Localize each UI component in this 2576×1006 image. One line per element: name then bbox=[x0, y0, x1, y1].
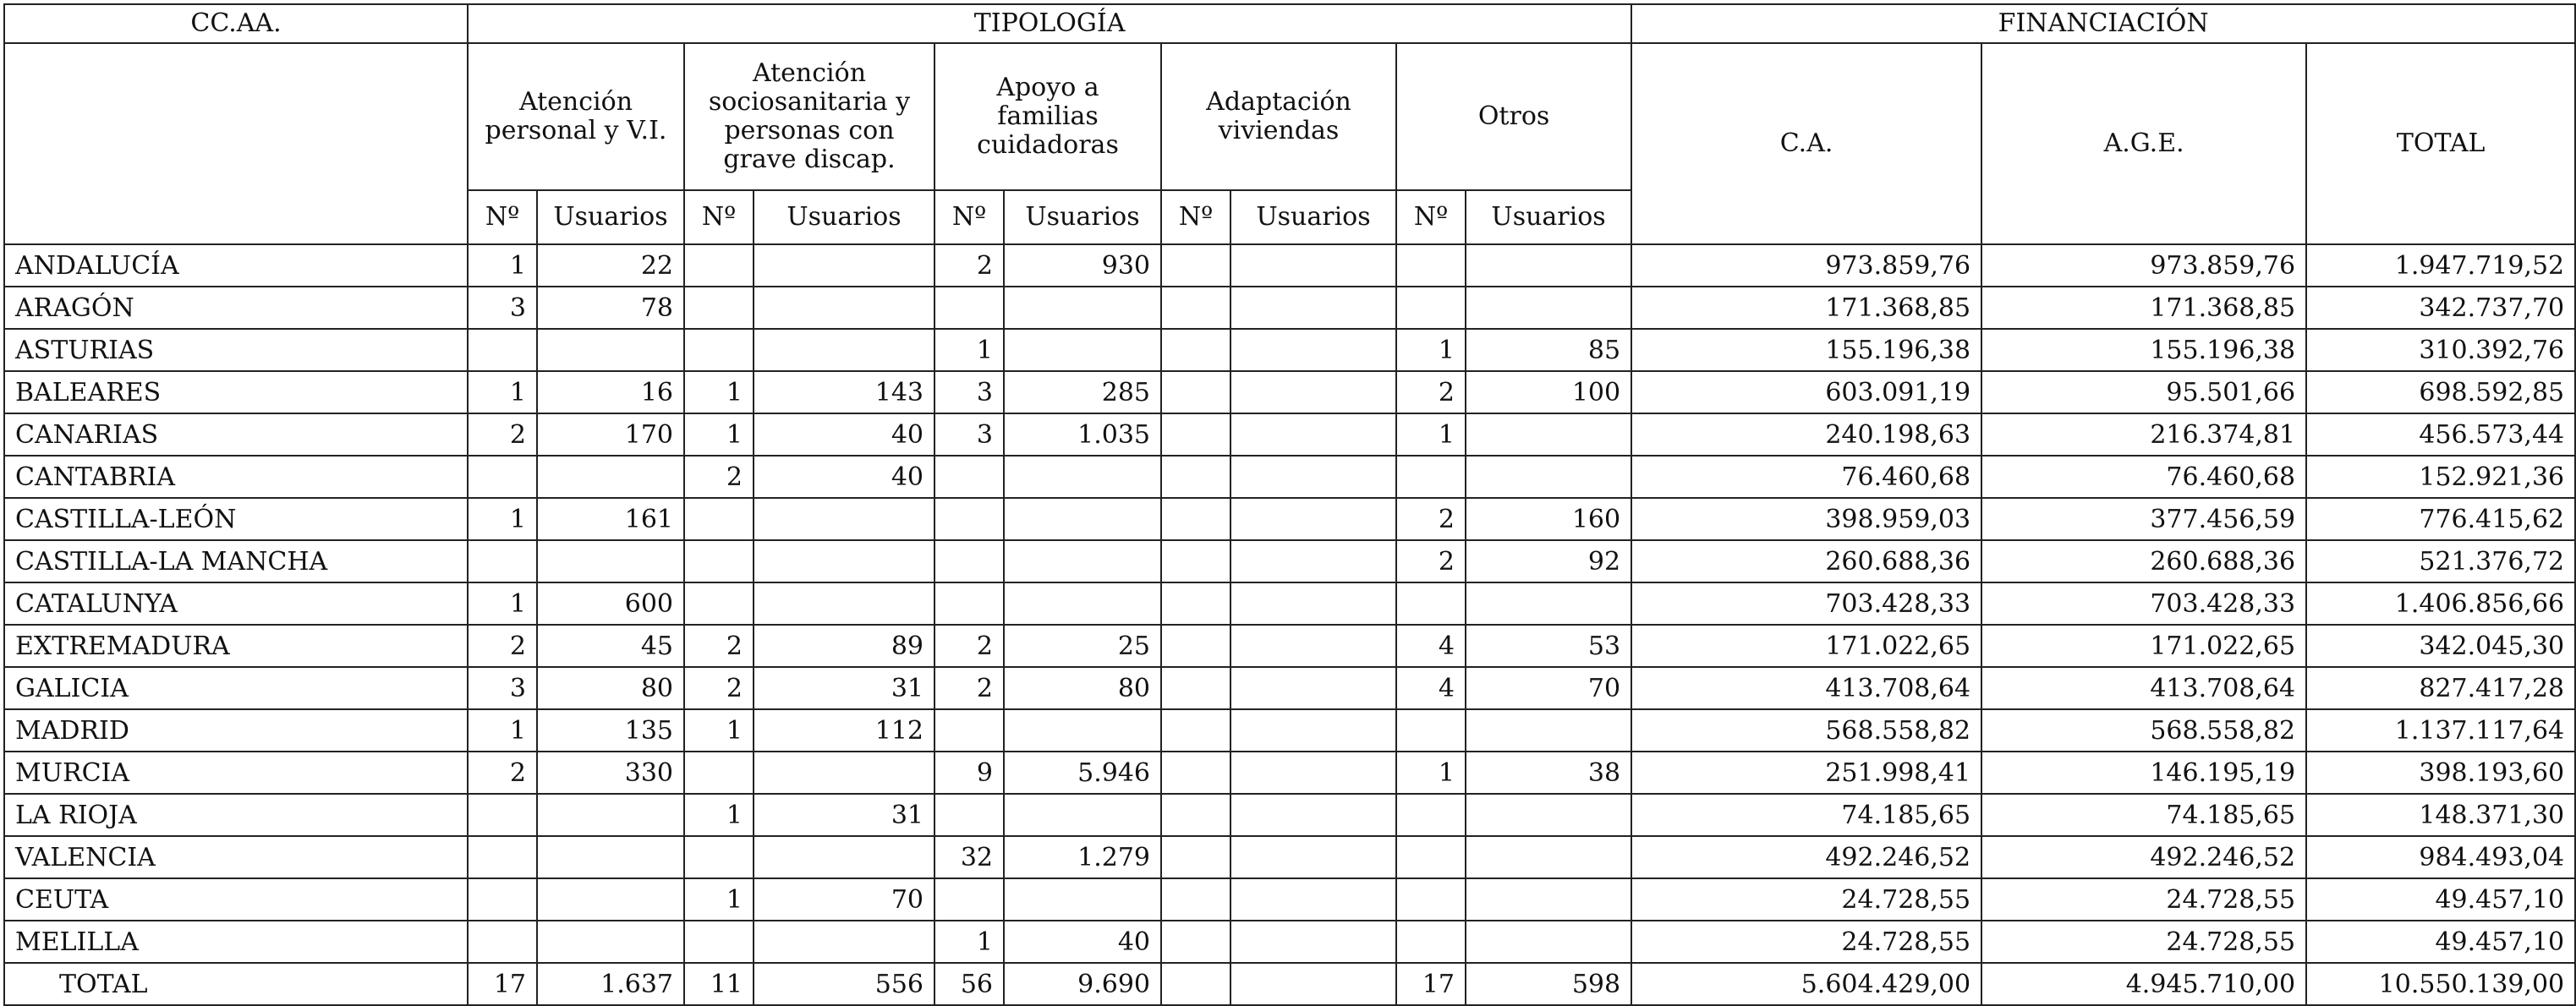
users-cell bbox=[754, 921, 934, 963]
users-header: Usuarios bbox=[754, 190, 934, 244]
count-cell: 1 bbox=[934, 921, 1004, 963]
total-label: TOTAL bbox=[4, 963, 468, 1005]
ca-amount-cell: 24.728,55 bbox=[1631, 878, 1981, 921]
users-cell bbox=[1230, 287, 1396, 329]
table-row bbox=[4, 921, 2575, 963]
count-cell bbox=[684, 836, 754, 878]
users-cell: 1.637 bbox=[537, 963, 684, 1005]
users-cell: 9.690 bbox=[1004, 963, 1161, 1005]
num-header: Nº bbox=[1161, 190, 1230, 244]
ca-amount-cell: 973.859,76 bbox=[1631, 244, 1981, 287]
ca-amount-cell: 703.428,33 bbox=[1631, 582, 1981, 625]
count-cell bbox=[1161, 371, 1230, 413]
users-cell: 53 bbox=[1466, 625, 1631, 667]
count-cell: 1 bbox=[684, 709, 754, 752]
users-cell bbox=[1230, 456, 1396, 498]
users-cell bbox=[754, 287, 934, 329]
count-cell: 2 bbox=[934, 625, 1004, 667]
count-cell bbox=[1396, 921, 1466, 963]
users-cell bbox=[1004, 540, 1161, 582]
financing-table bbox=[3, 3, 2576, 1006]
users-cell bbox=[754, 329, 934, 371]
users-cell: 22 bbox=[537, 244, 684, 287]
users-cell bbox=[1230, 582, 1396, 625]
table-row bbox=[4, 582, 2575, 625]
table-row bbox=[4, 244, 2575, 287]
region-header: CC.AA. bbox=[4, 4, 468, 43]
table-row bbox=[4, 371, 2575, 413]
category-header-atencion-personal: Atención personal y V.I. bbox=[468, 43, 684, 190]
region-name: GALICIA bbox=[4, 667, 468, 709]
count-cell bbox=[684, 582, 754, 625]
total-amount-cell: 49.457,10 bbox=[2306, 878, 2575, 921]
users-header: Usuarios bbox=[537, 190, 684, 244]
users-cell bbox=[1466, 456, 1631, 498]
count-cell bbox=[1161, 709, 1230, 752]
count-cell bbox=[468, 540, 537, 582]
users-cell bbox=[1004, 498, 1161, 540]
users-cell bbox=[1466, 878, 1631, 921]
region-name: LA RIOJA bbox=[4, 794, 468, 836]
region-name: CASTILLA-LEÓN bbox=[4, 498, 468, 540]
users-cell: 78 bbox=[537, 287, 684, 329]
users-cell: 89 bbox=[754, 625, 934, 667]
count-cell bbox=[1161, 794, 1230, 836]
count-cell bbox=[934, 456, 1004, 498]
count-cell bbox=[468, 836, 537, 878]
users-cell bbox=[1230, 329, 1396, 371]
users-cell bbox=[1466, 794, 1631, 836]
users-cell: 40 bbox=[754, 456, 934, 498]
count-cell bbox=[1161, 329, 1230, 371]
age-amount-cell: 703.428,33 bbox=[1981, 582, 2306, 625]
users-cell bbox=[1230, 836, 1396, 878]
count-cell: 1 bbox=[468, 498, 537, 540]
users-header: Usuarios bbox=[1230, 190, 1396, 244]
count-cell bbox=[1161, 878, 1230, 921]
region-name: MURCIA bbox=[4, 752, 468, 794]
fin-header-ca: C.A. bbox=[1631, 43, 1981, 244]
count-cell: 4 bbox=[1396, 667, 1466, 709]
count-cell bbox=[468, 329, 537, 371]
users-cell: 135 bbox=[537, 709, 684, 752]
region-name: ARAGÓN bbox=[4, 287, 468, 329]
users-header: Usuarios bbox=[1004, 190, 1161, 244]
ca-amount-cell: 568.558,82 bbox=[1631, 709, 1981, 752]
total-amount-cell: 1.406.856,66 bbox=[2306, 582, 2575, 625]
count-cell bbox=[1396, 709, 1466, 752]
count-cell: 9 bbox=[934, 752, 1004, 794]
ca-amount-cell: 171.368,85 bbox=[1631, 287, 1981, 329]
count-cell: 1 bbox=[468, 244, 537, 287]
total-amount-cell: 1.947.719,52 bbox=[2306, 244, 2575, 287]
count-cell: 2 bbox=[1396, 540, 1466, 582]
users-cell: 85 bbox=[1466, 329, 1631, 371]
users-cell bbox=[1230, 667, 1396, 709]
age-amount-cell: 24.728,55 bbox=[1981, 878, 2306, 921]
age-amount-cell: 24.728,55 bbox=[1981, 921, 2306, 963]
users-cell bbox=[1466, 287, 1631, 329]
region-header-blank bbox=[4, 43, 468, 244]
users-cell bbox=[1004, 329, 1161, 371]
count-cell bbox=[1396, 794, 1466, 836]
users-cell bbox=[754, 582, 934, 625]
region-name: VALENCIA bbox=[4, 836, 468, 878]
count-cell: 3 bbox=[934, 371, 1004, 413]
region-name: MELILLA bbox=[4, 921, 468, 963]
count-cell bbox=[934, 878, 1004, 921]
users-cell bbox=[1230, 625, 1396, 667]
age-amount-cell: 76.460,68 bbox=[1981, 456, 2306, 498]
age-amount-cell: 95.501,66 bbox=[1981, 371, 2306, 413]
users-cell bbox=[1230, 921, 1396, 963]
table-row bbox=[4, 667, 2575, 709]
count-cell: 2 bbox=[684, 456, 754, 498]
table-row bbox=[4, 625, 2575, 667]
users-cell: 285 bbox=[1004, 371, 1161, 413]
region-name: BALEARES bbox=[4, 371, 468, 413]
count-cell bbox=[468, 456, 537, 498]
users-cell: 170 bbox=[537, 413, 684, 456]
table-row bbox=[4, 413, 2575, 456]
count-cell bbox=[934, 540, 1004, 582]
total-amount-cell: 984.493,04 bbox=[2306, 836, 2575, 878]
table-row bbox=[4, 709, 2575, 752]
count-cell: 1 bbox=[468, 582, 537, 625]
count-cell: 1 bbox=[684, 794, 754, 836]
count-cell: 2 bbox=[1396, 498, 1466, 540]
users-cell: 600 bbox=[537, 582, 684, 625]
region-name: EXTREMADURA bbox=[4, 625, 468, 667]
users-cell bbox=[1004, 794, 1161, 836]
count-cell bbox=[468, 794, 537, 836]
num-header: Nº bbox=[468, 190, 537, 244]
users-cell bbox=[1230, 540, 1396, 582]
age-amount-cell: 146.195,19 bbox=[1981, 752, 2306, 794]
count-cell: 2 bbox=[468, 625, 537, 667]
users-cell: 112 bbox=[754, 709, 934, 752]
users-cell: 1.035 bbox=[1004, 413, 1161, 456]
num-header: Nº bbox=[684, 190, 754, 244]
count-cell: 32 bbox=[934, 836, 1004, 878]
users-cell: 330 bbox=[537, 752, 684, 794]
count-cell bbox=[468, 878, 537, 921]
region-name: MADRID bbox=[4, 709, 468, 752]
count-cell: 1 bbox=[684, 878, 754, 921]
users-cell bbox=[1230, 709, 1396, 752]
users-cell bbox=[537, 921, 684, 963]
total-amount-cell: 310.392,76 bbox=[2306, 329, 2575, 371]
region-name: CATALUNYA bbox=[4, 582, 468, 625]
count-cell bbox=[1161, 287, 1230, 329]
count-cell bbox=[1396, 287, 1466, 329]
age-amount-cell: 413.708,64 bbox=[1981, 667, 2306, 709]
users-cell bbox=[1466, 709, 1631, 752]
users-cell bbox=[1466, 244, 1631, 287]
ca-amount-cell: 155.196,38 bbox=[1631, 329, 1981, 371]
users-cell bbox=[754, 540, 934, 582]
age-amount-cell: 171.022,65 bbox=[1981, 625, 2306, 667]
users-cell bbox=[1230, 371, 1396, 413]
users-cell: 31 bbox=[754, 794, 934, 836]
users-cell: 40 bbox=[1004, 921, 1161, 963]
count-cell: 1 bbox=[1396, 752, 1466, 794]
users-cell: 1.279 bbox=[1004, 836, 1161, 878]
users-cell bbox=[1230, 963, 1396, 1005]
count-cell bbox=[684, 921, 754, 963]
users-cell: 80 bbox=[537, 667, 684, 709]
count-cell: 1 bbox=[684, 413, 754, 456]
count-cell: 17 bbox=[1396, 963, 1466, 1005]
users-cell: 25 bbox=[1004, 625, 1161, 667]
users-cell: 556 bbox=[754, 963, 934, 1005]
ca-amount-cell: 492.246,52 bbox=[1631, 836, 1981, 878]
count-cell: 4 bbox=[1396, 625, 1466, 667]
header-row-1 bbox=[4, 4, 2575, 43]
table-row bbox=[4, 836, 2575, 878]
users-cell bbox=[537, 836, 684, 878]
count-cell bbox=[1161, 963, 1230, 1005]
users-cell: 38 bbox=[1466, 752, 1631, 794]
users-cell bbox=[537, 540, 684, 582]
total-amount-cell: 10.550.139,00 bbox=[2306, 963, 2575, 1005]
count-cell: 2 bbox=[468, 413, 537, 456]
count-cell bbox=[1161, 413, 1230, 456]
age-amount-cell: 155.196,38 bbox=[1981, 329, 2306, 371]
count-cell bbox=[684, 244, 754, 287]
count-cell: 11 bbox=[684, 963, 754, 1005]
count-cell bbox=[934, 794, 1004, 836]
table-row bbox=[4, 456, 2575, 498]
count-cell bbox=[1396, 878, 1466, 921]
count-cell bbox=[1161, 625, 1230, 667]
region-name: CANARIAS bbox=[4, 413, 468, 456]
users-cell: 930 bbox=[1004, 244, 1161, 287]
age-amount-cell: 74.185,65 bbox=[1981, 794, 2306, 836]
tipologia-header: TIPOLOGÍA bbox=[468, 4, 1631, 43]
users-cell bbox=[754, 244, 934, 287]
total-amount-cell: 342.045,30 bbox=[2306, 625, 2575, 667]
age-amount-cell: 4.945.710,00 bbox=[1981, 963, 2306, 1005]
count-cell: 3 bbox=[934, 413, 1004, 456]
users-cell: 161 bbox=[537, 498, 684, 540]
count-cell: 17 bbox=[468, 963, 537, 1005]
table-row bbox=[4, 329, 2575, 371]
users-cell bbox=[537, 456, 684, 498]
table-row bbox=[4, 878, 2575, 921]
count-cell: 3 bbox=[468, 667, 537, 709]
total-amount-cell: 698.592,85 bbox=[2306, 371, 2575, 413]
table-row bbox=[4, 498, 2575, 540]
count-cell bbox=[1161, 244, 1230, 287]
users-header: Usuarios bbox=[1466, 190, 1631, 244]
count-cell bbox=[934, 582, 1004, 625]
count-cell: 1 bbox=[684, 371, 754, 413]
age-amount-cell: 260.688,36 bbox=[1981, 540, 2306, 582]
total-amount-cell: 521.376,72 bbox=[2306, 540, 2575, 582]
count-cell bbox=[934, 498, 1004, 540]
table-row bbox=[4, 752, 2575, 794]
table-row bbox=[4, 540, 2575, 582]
total-row bbox=[4, 963, 2575, 1005]
count-cell bbox=[684, 540, 754, 582]
count-cell: 1 bbox=[934, 329, 1004, 371]
ca-amount-cell: 413.708,64 bbox=[1631, 667, 1981, 709]
table-container bbox=[3, 3, 2576, 1006]
users-cell bbox=[1230, 244, 1396, 287]
users-cell bbox=[754, 836, 934, 878]
users-cell bbox=[537, 794, 684, 836]
count-cell: 2 bbox=[468, 752, 537, 794]
count-cell bbox=[1161, 752, 1230, 794]
count-cell bbox=[1161, 456, 1230, 498]
table-row bbox=[4, 287, 2575, 329]
count-cell bbox=[934, 287, 1004, 329]
users-cell: 45 bbox=[537, 625, 684, 667]
users-cell: 80 bbox=[1004, 667, 1161, 709]
count-cell: 2 bbox=[934, 244, 1004, 287]
ca-amount-cell: 5.604.429,00 bbox=[1631, 963, 1981, 1005]
users-cell: 160 bbox=[1466, 498, 1631, 540]
count-cell bbox=[1161, 836, 1230, 878]
users-cell bbox=[1230, 752, 1396, 794]
age-amount-cell: 568.558,82 bbox=[1981, 709, 2306, 752]
users-cell: 40 bbox=[754, 413, 934, 456]
count-cell: 2 bbox=[1396, 371, 1466, 413]
count-cell bbox=[1161, 498, 1230, 540]
count-cell bbox=[1161, 582, 1230, 625]
count-cell: 1 bbox=[1396, 329, 1466, 371]
count-cell: 1 bbox=[1396, 413, 1466, 456]
region-name: ASTURIAS bbox=[4, 329, 468, 371]
total-amount-cell: 398.193,60 bbox=[2306, 752, 2575, 794]
users-cell bbox=[537, 878, 684, 921]
count-cell: 2 bbox=[684, 667, 754, 709]
region-name: CANTABRIA bbox=[4, 456, 468, 498]
total-amount-cell: 152.921,36 bbox=[2306, 456, 2575, 498]
count-cell: 1 bbox=[468, 371, 537, 413]
age-amount-cell: 377.456,59 bbox=[1981, 498, 2306, 540]
users-cell bbox=[1466, 413, 1631, 456]
count-cell bbox=[684, 752, 754, 794]
count-cell: 3 bbox=[468, 287, 537, 329]
count-cell bbox=[684, 329, 754, 371]
users-cell bbox=[1230, 498, 1396, 540]
num-header: Nº bbox=[934, 190, 1004, 244]
users-cell: 70 bbox=[1466, 667, 1631, 709]
ca-amount-cell: 260.688,36 bbox=[1631, 540, 1981, 582]
users-cell bbox=[1230, 794, 1396, 836]
fin-header-total: TOTAL bbox=[2306, 43, 2575, 244]
users-cell: 70 bbox=[754, 878, 934, 921]
count-cell bbox=[684, 287, 754, 329]
ca-amount-cell: 24.728,55 bbox=[1631, 921, 1981, 963]
category-header-apoyo-familias: Apoyo a familias cuidadoras bbox=[934, 43, 1161, 190]
financiacion-header: FINANCIACIÓN bbox=[1631, 4, 2575, 43]
users-cell: 92 bbox=[1466, 540, 1631, 582]
users-cell: 31 bbox=[754, 667, 934, 709]
count-cell bbox=[684, 498, 754, 540]
total-amount-cell: 342.737,70 bbox=[2306, 287, 2575, 329]
users-cell bbox=[754, 498, 934, 540]
count-cell bbox=[1396, 244, 1466, 287]
users-cell bbox=[1466, 921, 1631, 963]
users-cell bbox=[754, 752, 934, 794]
ca-amount-cell: 76.460,68 bbox=[1631, 456, 1981, 498]
count-cell bbox=[1161, 540, 1230, 582]
count-cell: 1 bbox=[468, 709, 537, 752]
region-name: CASTILLA-LA MANCHA bbox=[4, 540, 468, 582]
age-amount-cell: 973.859,76 bbox=[1981, 244, 2306, 287]
count-cell bbox=[1396, 456, 1466, 498]
ca-amount-cell: 251.998,41 bbox=[1631, 752, 1981, 794]
users-cell bbox=[1230, 413, 1396, 456]
ca-amount-cell: 603.091,19 bbox=[1631, 371, 1981, 413]
users-cell: 5.946 bbox=[1004, 752, 1161, 794]
table-body bbox=[4, 244, 2575, 1005]
count-cell: 2 bbox=[934, 667, 1004, 709]
users-cell bbox=[537, 329, 684, 371]
users-cell bbox=[1004, 456, 1161, 498]
users-cell bbox=[1466, 836, 1631, 878]
header-row-2 bbox=[4, 43, 2575, 190]
total-amount-cell: 1.137.117,64 bbox=[2306, 709, 2575, 752]
users-cell: 143 bbox=[754, 371, 934, 413]
count-cell bbox=[1396, 836, 1466, 878]
category-header-otros: Otros bbox=[1396, 43, 1631, 190]
age-amount-cell: 216.374,81 bbox=[1981, 413, 2306, 456]
num-header: Nº bbox=[1396, 190, 1466, 244]
count-cell bbox=[468, 921, 537, 963]
count-cell bbox=[1161, 667, 1230, 709]
ca-amount-cell: 171.022,65 bbox=[1631, 625, 1981, 667]
users-cell bbox=[1230, 878, 1396, 921]
table-row bbox=[4, 794, 2575, 836]
users-cell bbox=[1004, 878, 1161, 921]
total-amount-cell: 827.417,28 bbox=[2306, 667, 2575, 709]
region-name: ANDALUCÍA bbox=[4, 244, 468, 287]
age-amount-cell: 492.246,52 bbox=[1981, 836, 2306, 878]
category-header-adaptacion-viviendas: Adaptación viviendas bbox=[1161, 43, 1396, 190]
count-cell bbox=[934, 709, 1004, 752]
category-header-atencion-sociosanitaria: Atención sociosanitaria y personas con grave discap. bbox=[684, 43, 934, 190]
users-cell bbox=[1466, 582, 1631, 625]
total-amount-cell: 148.371,30 bbox=[2306, 794, 2575, 836]
fin-header-age: A.G.E. bbox=[1981, 43, 2306, 244]
age-amount-cell: 171.368,85 bbox=[1981, 287, 2306, 329]
ca-amount-cell: 398.959,03 bbox=[1631, 498, 1981, 540]
total-amount-cell: 776.415,62 bbox=[2306, 498, 2575, 540]
users-cell: 598 bbox=[1466, 963, 1631, 1005]
count-cell: 2 bbox=[684, 625, 754, 667]
total-amount-cell: 456.573,44 bbox=[2306, 413, 2575, 456]
count-cell bbox=[1161, 921, 1230, 963]
count-cell bbox=[1396, 582, 1466, 625]
ca-amount-cell: 74.185,65 bbox=[1631, 794, 1981, 836]
users-cell: 16 bbox=[537, 371, 684, 413]
users-cell bbox=[1004, 582, 1161, 625]
users-cell: 100 bbox=[1466, 371, 1631, 413]
total-amount-cell: 49.457,10 bbox=[2306, 921, 2575, 963]
count-cell: 56 bbox=[934, 963, 1004, 1005]
users-cell bbox=[1004, 287, 1161, 329]
users-cell bbox=[1004, 709, 1161, 752]
region-name: CEUTA bbox=[4, 878, 468, 921]
ca-amount-cell: 240.198,63 bbox=[1631, 413, 1981, 456]
